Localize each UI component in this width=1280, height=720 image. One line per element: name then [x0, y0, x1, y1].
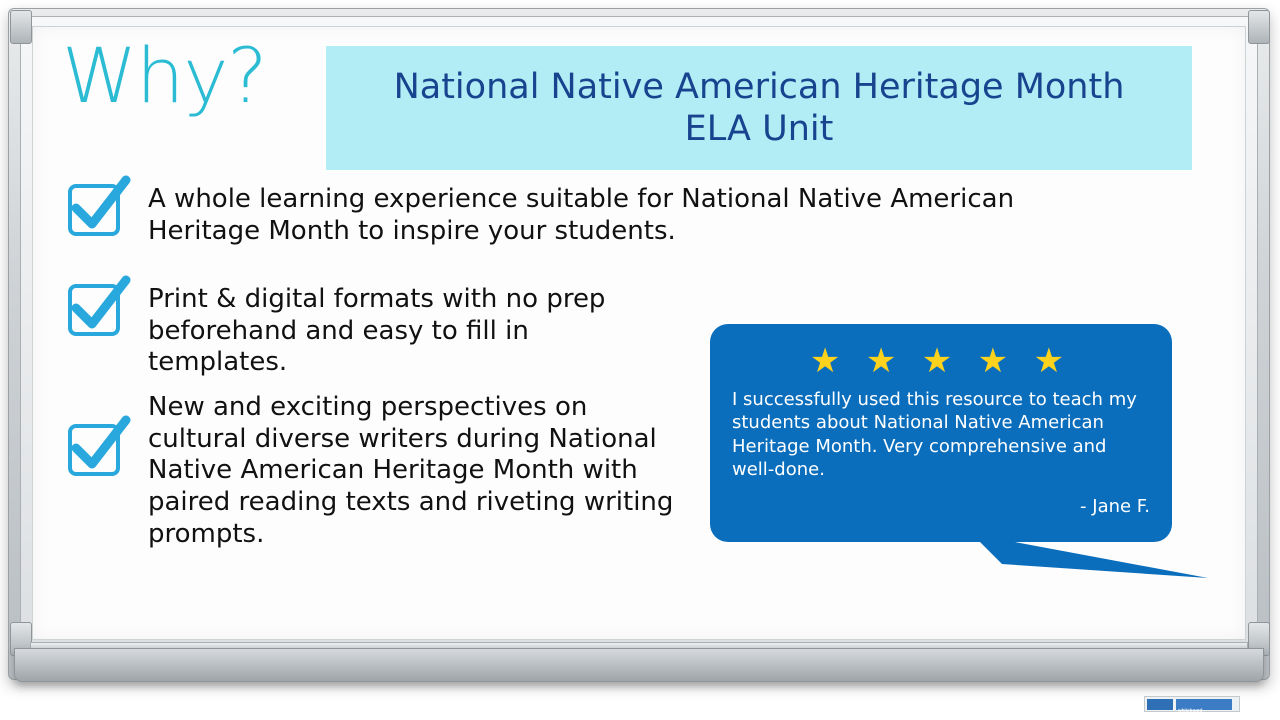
title-line-2: ELA Unit: [684, 109, 834, 149]
logo-block-left: [1147, 699, 1173, 710]
frame-corner-top-right: [1248, 10, 1270, 44]
feature-bullet-1-text: A whole learning experience suitable for National Native American Heritage Month to inspire your students.: [148, 184, 1015, 246]
logo-text: whiteboard: [1178, 707, 1203, 714]
feature-bullet-2-text: Print & digital formats with no prep beforehand and easy to fill in templates.: [148, 284, 606, 378]
checkbox-icon[interactable]: [68, 284, 120, 336]
feature-bullet-3-text: New and exciting perspectives on cultural diverse writers during National Native American Heritage Month with paired reading texts and riveting writing prompts.: [148, 392, 674, 549]
whiteboard-tray: [14, 648, 1264, 682]
testimonial-author: - Jane F.: [1080, 495, 1150, 517]
feature-bullet-2: [68, 284, 668, 379]
checkbox-icon[interactable]: [68, 184, 120, 236]
slide-content: [32, 26, 1246, 640]
title-line-1: National Native American Heritage Month: [393, 67, 1125, 107]
why-heading: Why?: [62, 31, 267, 120]
testimonial-quote: I successfully used this resource to teach my students about National Native American Heritage Month. Very comprehensive and well-done.: [732, 389, 1137, 481]
whiteboard-brand-logo: [1144, 696, 1240, 712]
frame-corner-top-left: [10, 10, 32, 44]
logo-block-right: [1176, 699, 1232, 714]
feature-bullet-1: [68, 184, 1028, 247]
checkbox-icon[interactable]: [68, 424, 120, 476]
feature-bullet-3: [68, 392, 693, 583]
testimonial-card: [710, 324, 1172, 542]
star-rating-icon: ★ ★ ★ ★ ★: [809, 342, 1073, 380]
title-banner: [326, 46, 1192, 170]
